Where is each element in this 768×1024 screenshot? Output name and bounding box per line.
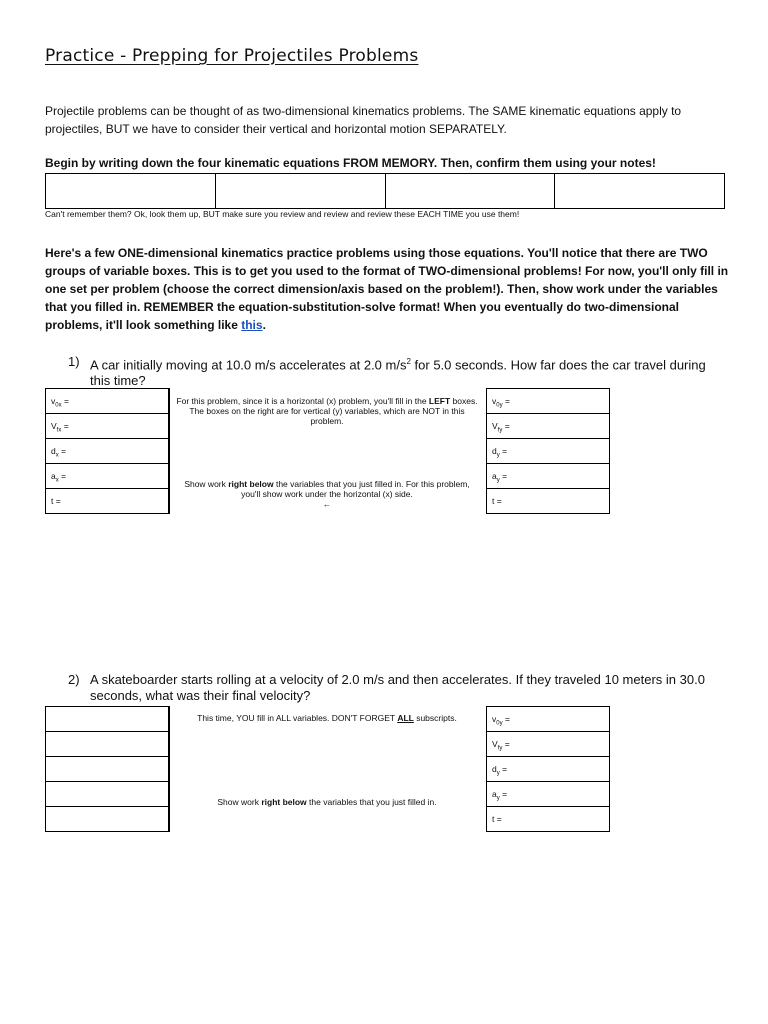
note-text: the variables that you just filled in.	[306, 797, 437, 807]
var: d	[51, 446, 56, 456]
var: V	[492, 739, 498, 749]
sub: fy	[497, 427, 503, 434]
variable-box[interactable]	[487, 389, 609, 414]
var: V	[492, 421, 498, 431]
eq: =	[53, 496, 61, 506]
this-link[interactable]: this	[241, 318, 263, 332]
var: a	[51, 471, 56, 481]
note-bold: right below	[261, 797, 307, 807]
sub: y	[496, 452, 500, 459]
eq: =	[61, 396, 69, 406]
note-bold: right below	[228, 479, 274, 489]
intro-paragraph: Projectile problems can be thought of as two-dimensional kinematics problems. The SAME kinematic equations apply to projectiles, BUT we have to consider their vertical and horizontal motion SEPARATELY.	[45, 104, 682, 136]
variable-box[interactable]	[46, 414, 168, 439]
note-text: Show work	[184, 479, 229, 489]
var: t	[492, 496, 495, 506]
equation-cell-4[interactable]	[555, 174, 724, 208]
sub: fx	[56, 427, 62, 434]
practice-text: Here's a few ONE-dimensional kinematics practice problems using those equations. You'll notice that there are TWO groups of variable boxes. This is to get you used to the format of TWO-dimensional problems! For now, you'll only fill in one set per problem (choose the correct dimension/axis based on the problem!). Then, show work under the variables that you filled in. REMEMBER the equation-substitution-solve format! When you eventually do two-dimensional problems, it'll look something like	[45, 246, 729, 332]
note-text: For this problem, since it is a horizontal (x) problem, you'll fill in the	[176, 396, 429, 406]
eq: =	[58, 446, 67, 456]
note-text: This time, YOU fill in ALL variables. DON'T FORGET	[197, 713, 398, 723]
equation-cell-1[interactable]	[46, 174, 216, 208]
question-text	[90, 354, 718, 389]
eq: =	[499, 764, 508, 774]
variable-box[interactable]	[46, 489, 168, 514]
question-number: 2)	[68, 672, 80, 687]
variable-box[interactable]	[46, 464, 168, 489]
var: a	[492, 471, 497, 481]
q2-blank-variables	[45, 706, 170, 832]
blank-variable-box[interactable]	[46, 782, 168, 807]
variable-box[interactable]	[487, 464, 609, 489]
sub: y	[496, 477, 500, 484]
sub: fy	[497, 745, 503, 752]
sub: x	[55, 452, 59, 459]
page-title: Practice - Prepping for Projectiles Problems	[45, 46, 419, 66]
note-text: the variables that you just filled in. For this problem, you'll show work under the horizontal (x) side.	[241, 479, 470, 499]
sub: 0x	[55, 402, 62, 409]
sub: 0y	[496, 402, 503, 409]
q1-horizontal-variables	[45, 388, 170, 514]
equations-table	[45, 173, 725, 209]
q1-instruction-note	[176, 396, 478, 426]
eq: =	[494, 814, 502, 824]
note-bold-underline: ALL	[397, 713, 414, 723]
period: .	[262, 318, 266, 332]
var: t	[492, 814, 495, 824]
note-text: subscripts.	[413, 713, 457, 723]
var: v	[492, 396, 497, 406]
eq: =	[499, 789, 508, 799]
question-number: 1)	[68, 354, 80, 369]
blank-variable-box[interactable]	[46, 757, 168, 782]
variable-box[interactable]	[487, 439, 609, 464]
variable-box[interactable]	[46, 439, 168, 464]
practice-paragraph	[45, 244, 735, 334]
note-text: boxes. The boxes on the right are for vertical (y) variables, which are NOT in this problem.	[189, 396, 478, 426]
variable-box[interactable]	[46, 389, 168, 414]
variable-box[interactable]	[487, 707, 609, 732]
eq: =	[58, 471, 67, 481]
variable-box[interactable]	[487, 489, 609, 514]
eq: =	[502, 421, 510, 431]
variable-box[interactable]	[487, 782, 609, 807]
equation-cell-3[interactable]	[386, 174, 556, 208]
var: d	[492, 446, 497, 456]
q2-work-note	[176, 797, 478, 807]
variable-box[interactable]	[487, 732, 609, 757]
eq: =	[494, 496, 502, 506]
question-text: A skateboarder starts rolling at a velocity of 2.0 m/s and then accelerates. If they traveled 10 meters in 30.0 seconds, what was their final velocity?	[90, 672, 705, 703]
sub: 0y	[496, 720, 503, 727]
blank-variable-box[interactable]	[46, 732, 168, 757]
variable-box[interactable]	[487, 807, 609, 832]
eq: =	[499, 446, 508, 456]
begin-instruction: Begin by writing down the four kinematic equations FROM MEMORY. Then, confirm them using your notes!	[45, 156, 656, 170]
eq: =	[499, 471, 508, 481]
variable-box[interactable]	[487, 414, 609, 439]
var: v	[51, 396, 56, 406]
variable-box[interactable]	[487, 757, 609, 782]
blank-variable-box[interactable]	[46, 807, 168, 832]
q2-instruction-note	[176, 713, 478, 723]
eq: =	[502, 714, 510, 724]
eq: =	[502, 739, 510, 749]
var: a	[492, 789, 497, 799]
superscript: 2	[406, 357, 411, 366]
sub: x	[55, 477, 59, 484]
equation-cell-2[interactable]	[216, 174, 386, 208]
left-arrow-icon: ←	[322, 499, 332, 509]
eq: =	[61, 421, 69, 431]
note-bold: LEFT	[428, 396, 451, 406]
q2-vertical-variables	[486, 706, 610, 832]
var: d	[492, 764, 497, 774]
sub: y	[496, 795, 500, 802]
question-1	[68, 354, 718, 389]
var: v	[492, 714, 497, 724]
note-text: Show work	[217, 797, 262, 807]
question-2	[68, 672, 718, 704]
cant-remember-note: Can't remember them? Ok, look them up, BUT make sure you review and review and review these EACH TIME you use them!	[45, 209, 520, 219]
var: t	[51, 496, 54, 506]
var: V	[51, 421, 57, 431]
q1-work-note	[176, 479, 478, 509]
q1-vertical-variables	[486, 388, 610, 514]
eq: =	[502, 396, 510, 406]
sub: y	[496, 770, 500, 777]
blank-variable-box[interactable]	[46, 707, 168, 732]
question-text-part: A car initially moving at 10.0 m/s accelerates at 2.0 m/s	[90, 357, 407, 373]
question-text-part: for 5.0 seconds. How far does the car travel during this time?	[90, 357, 706, 389]
